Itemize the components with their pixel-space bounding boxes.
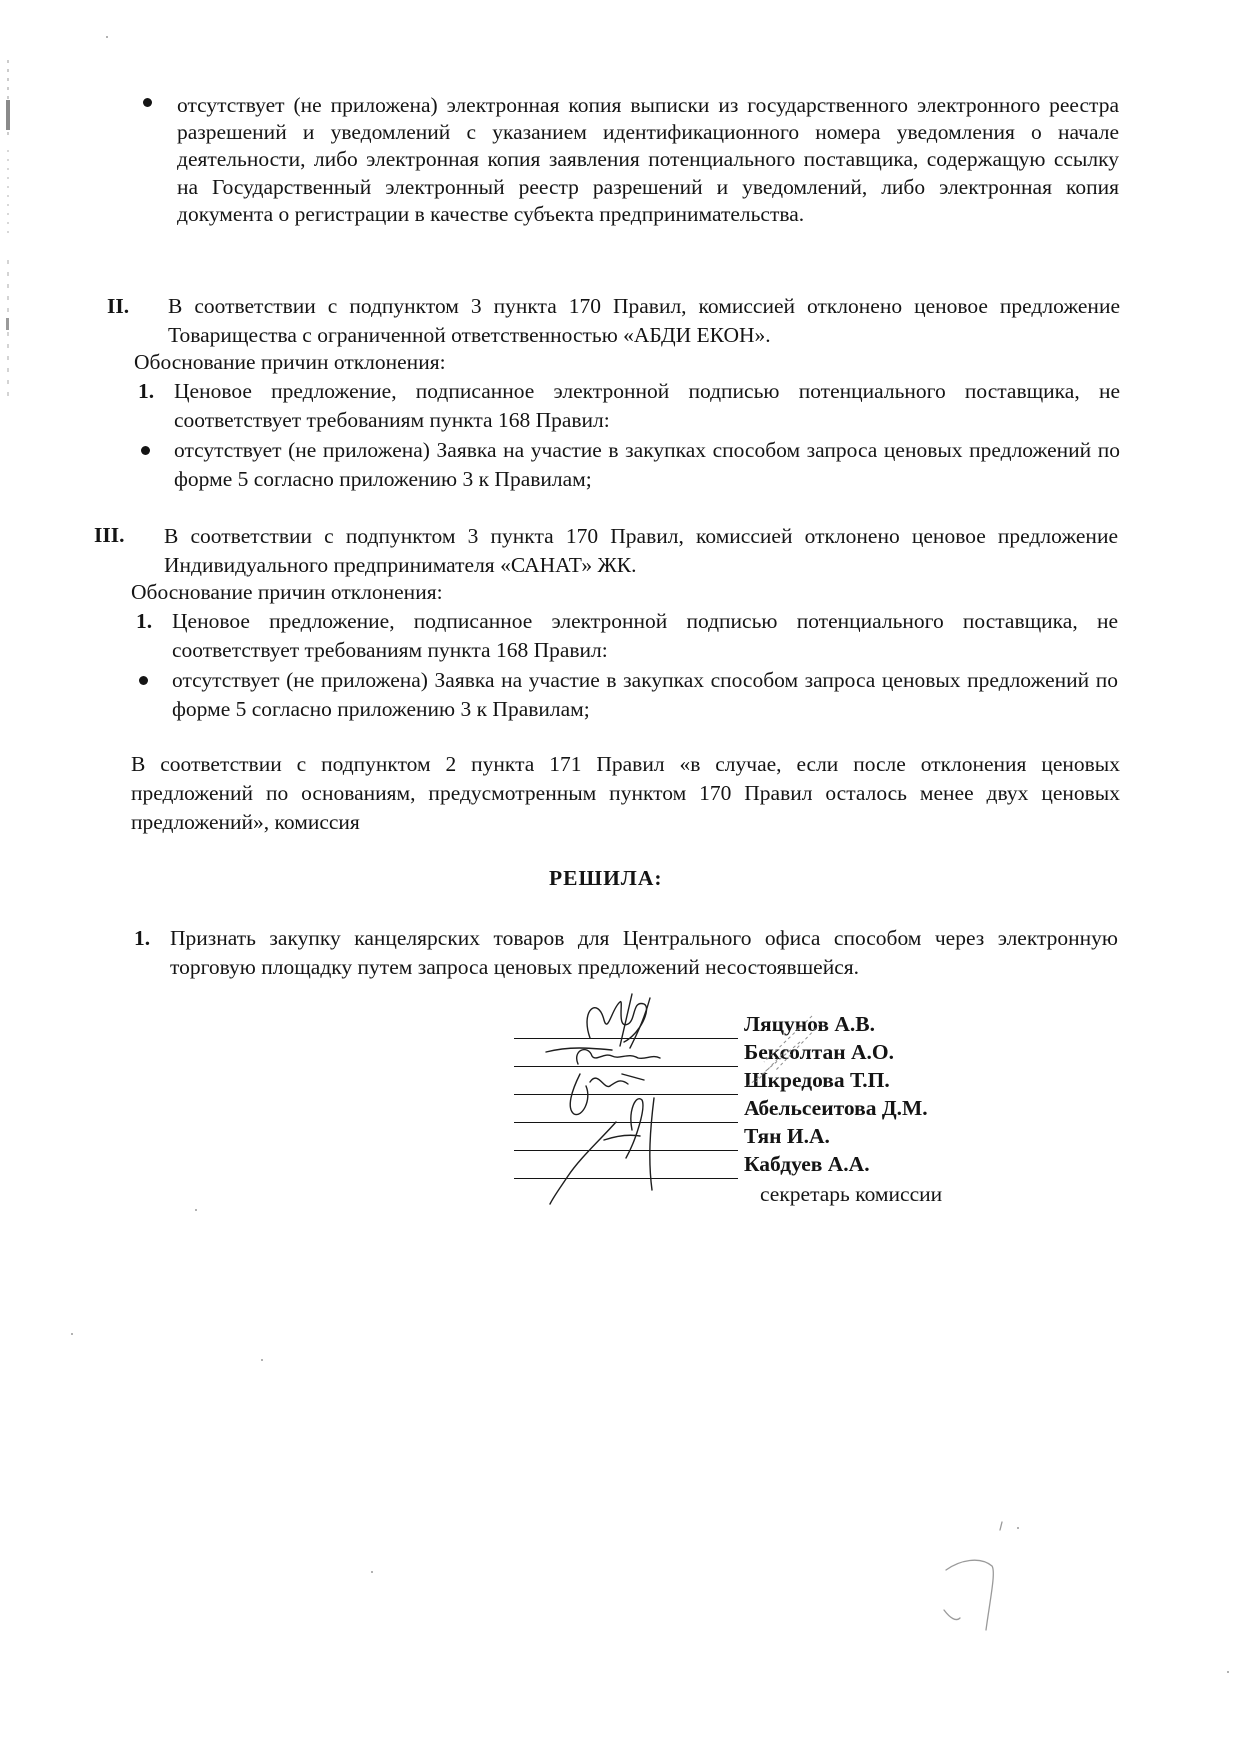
section-two-item-number: 1. <box>138 379 155 403</box>
section-three-item-text: Ценовое предложение, подписанное электронной подписью потенциального поставщика, не соответствует требованиям пункта 168 Правил: <box>172 609 1118 662</box>
decision-heading: РЕШИЛА: <box>549 866 663 890</box>
section-three-numeral: III. <box>94 523 125 547</box>
section-two-item-text: Ценовое предложение, подписанное электронной подписью потенциального поставщика, не соответствует требованиям пункта 168 Правил: <box>174 379 1120 432</box>
secretary-label: секретарь комиссии <box>760 1182 943 1206</box>
section-two-bullet-text: отсутствует (не приложена) Заявка на участие в закупках способом запроса ценовых предложений по форме 5 согласно приложению 3 к Правилам; <box>174 438 1120 491</box>
conclusion-paragraph: В соответствии с подпунктом 2 пункта 171 Правил «в случае, если после отклонения ценовых предложений по основаниям, предусмотренным пунктом 170 Правил осталось менее двух ценовых предложений», комиссия <box>131 752 1120 834</box>
section-three-lead: В соответствии с подпунктом 3 пункта 170 Правил, комиссией отклонено ценовое предложение Индивидуального предпринимателя «САНАТ» ЖК. <box>164 524 1118 577</box>
section-two-reason-heading: Обоснование причин отклонения: <box>134 350 446 374</box>
decision-item-number: 1. <box>134 926 151 950</box>
signatory-name: Бексолтан А.О. <box>744 1040 895 1064</box>
section-three-reason-heading: Обоснование причин отклонения: <box>131 580 443 604</box>
section-two-lead: В соответствии с подпунктом 3 пункта 170 Правил, комиссией отклонено ценовое предложение Товарищества с ограниченной ответственностью «АБДИ ЕКОН». <box>168 294 1120 347</box>
signatory-name: Тян И.А. <box>744 1124 830 1148</box>
section-two-numeral: II. <box>107 294 130 318</box>
section-one-bullet-text: отсутствует (не приложена) электронная копия выписки из государственного электронного реестра разрешений и уведомлений с указанием идентификационного номера уведомления о начале деятельности, либо электронная копия заявления потенциального поставщика, содержащую ссылку на Государственный электронный реестр разрешений и уведомлений, либо электронная копия документа о регистрации в качестве субъекта предпринимательства. <box>177 93 1119 226</box>
signatory-name: Кабдуев А.А. <box>744 1152 870 1176</box>
decision-item-text: Признать закупку канцелярских товаров для Центрального офиса способом через электронную торговую площадку путем запроса ценовых предложений несостоявшейся. <box>170 926 1118 979</box>
signatory-name: Ляцунов А.В. <box>744 1012 875 1036</box>
signatory-name: Шкредова Т.П. <box>744 1068 890 1092</box>
section-three-item-number: 1. <box>136 609 153 633</box>
signatory-name: Абельсеитова Д.М. <box>744 1096 928 1120</box>
section-three-bullet-text: отсутствует (не приложена) Заявка на участие в закупках способом запроса ценовых предложений по форме 5 согласно приложению 3 к Правилам; <box>172 668 1118 721</box>
